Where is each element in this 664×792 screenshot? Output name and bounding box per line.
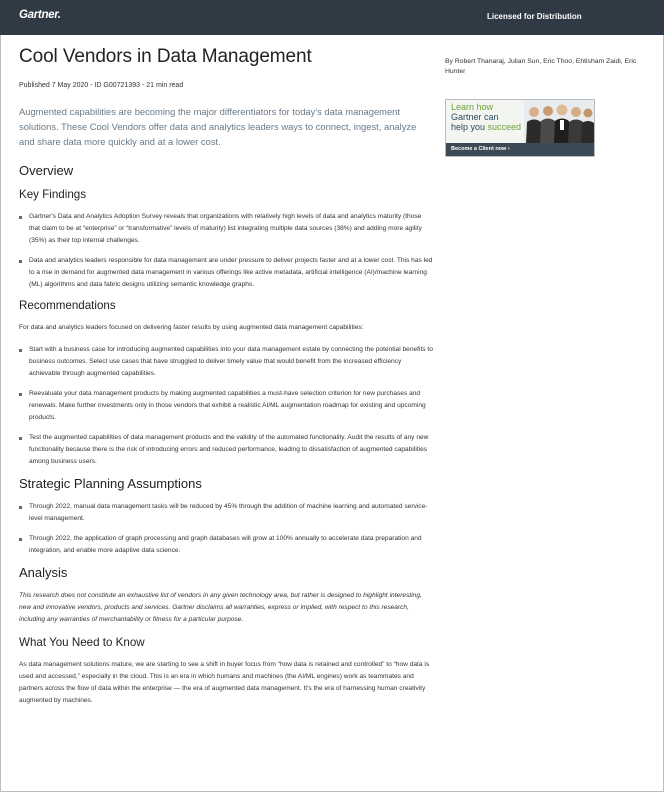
banner-line-1: Learn how bbox=[451, 102, 494, 112]
list-item: Through 2022, manual data management tasks will be reduced by 45% through the addition of machine learning and automated service-level management. bbox=[19, 501, 434, 525]
assumptions-list bbox=[19, 501, 434, 557]
summary-lede: Augmented capabilities are becoming the major differentiators for today's data management solutions. These Cool Vendors offer data and analytics leaders ways to connect, ingest, analyze and share data more quickly and at a lower cost. bbox=[19, 106, 417, 147]
banner-line-3 bbox=[451, 122, 521, 132]
banner-text bbox=[451, 102, 521, 132]
publication-meta: Published 7 May 2020 - ID G00721393 - 21 min read bbox=[19, 82, 184, 89]
list-item: Through 2022, the application of graph processing and graph databases will grow at 100% annually to accelerate data preparation and integration, and enable more adaptive data science. bbox=[19, 533, 434, 557]
page-title: Cool Vendors in Data Management bbox=[19, 46, 312, 67]
recommendations-list bbox=[19, 344, 434, 468]
key-findings-list bbox=[19, 211, 434, 291]
business-people-illustration bbox=[524, 100, 595, 144]
analysis-heading: Analysis bbox=[19, 565, 68, 580]
banner-line-3-a: help you bbox=[451, 122, 488, 132]
list-item: Data and analytics leaders responsible for data management are under pressure to deliver projects faster and at a lower cost. This has led to a rise in demand for augmented data management in various offerings like active metadata, artificial intelligence (AI)/machine learning (ML) algorithms and data fabric designs utilizing semantic knowledge graphs. bbox=[19, 255, 434, 291]
become-client-banner[interactable] bbox=[445, 99, 595, 157]
banner-line-2: Gartner can bbox=[451, 112, 499, 122]
main-content bbox=[19, 46, 434, 717]
assumptions-heading: Strategic Planning Assumptions bbox=[19, 476, 202, 491]
authors: By Robert Thanaraj, Julian Sun, Eric Thoo, Ehtisham Zaidi, Eric Hunter bbox=[445, 58, 637, 75]
overview-heading: Overview bbox=[19, 163, 74, 178]
banner-line-3-b: succeed bbox=[487, 122, 522, 132]
top-bar bbox=[0, 0, 664, 35]
banner-cta-bar[interactable] bbox=[446, 143, 595, 156]
key-findings-heading: Key Findings bbox=[19, 188, 87, 201]
list-item: Reevaluate your data management products by making augmented capabilities a must-have selection criterion for new purchases and renewals. Make further investments only in those vendors that exhibit a realistic AI/ML augmentation roadmap for existing and upcoming products. bbox=[19, 388, 434, 424]
sidebar bbox=[445, 57, 650, 77]
wyntk-heading: What You Need to Know bbox=[19, 636, 145, 649]
list-item: Test the augmented capabilities of data management products and the validity of the automated functionality. Audit the results of any new functionality because there is the risk of introducing errors and reduced performance, leading to dissatisfaction of augmented capabilities among business users. bbox=[19, 432, 434, 468]
analysis-disclaimer: This research does not constitute an exhaustive list of vendors in any given technology area, but rather is designed to highlight interesting, new and innovative vendors, products and services. Gartner disclaims all warranties, express or implied, with respect to this research, including any warranties of merchantability or fitness for a particular purpose. bbox=[19, 592, 422, 623]
wyntk-body: As data management solutions mature, we are starting to see a shift in buyer focus from “how data is retained and controlled” to “how data is used and accessed,” especially in the cloud. This is an era in which humans and machines (the AI/ML engines) work as teammates and partners across the flow of data within the enterprise — the era of augmented data management. It's the era of harnessing human creativity augmented by machines. bbox=[19, 661, 430, 704]
recommendations-heading: Recommendations bbox=[19, 299, 116, 312]
recommendations-intro: For data and analytics leaders focused on delivering faster results by using augmented data management capabilities: bbox=[19, 324, 364, 331]
gartner-logo[interactable]: Gartner. bbox=[19, 9, 61, 21]
list-item: Start with a business case for introducing augmented capabilities into your data management estate by connecting the potential benefits to business outcomes. Select use cases that have struggled to deliver timely value that would benefit from the increased efficiency achievable through augmented capabilities. bbox=[19, 344, 434, 380]
licensed-label: Licensed for Distribution bbox=[487, 12, 582, 21]
list-item: Gartner's Data and Analytics Adoption Survey reveals that organizations with relatively high levels of data and analytics maturity (those that claim to be at “enterprise” or “transformative” levels of maturity) list integrating multiple data sources (38%) and adding more agility (35%) as their top internal challenges. bbox=[19, 211, 434, 247]
become-client-link[interactable]: Become a Client now › bbox=[451, 146, 510, 152]
